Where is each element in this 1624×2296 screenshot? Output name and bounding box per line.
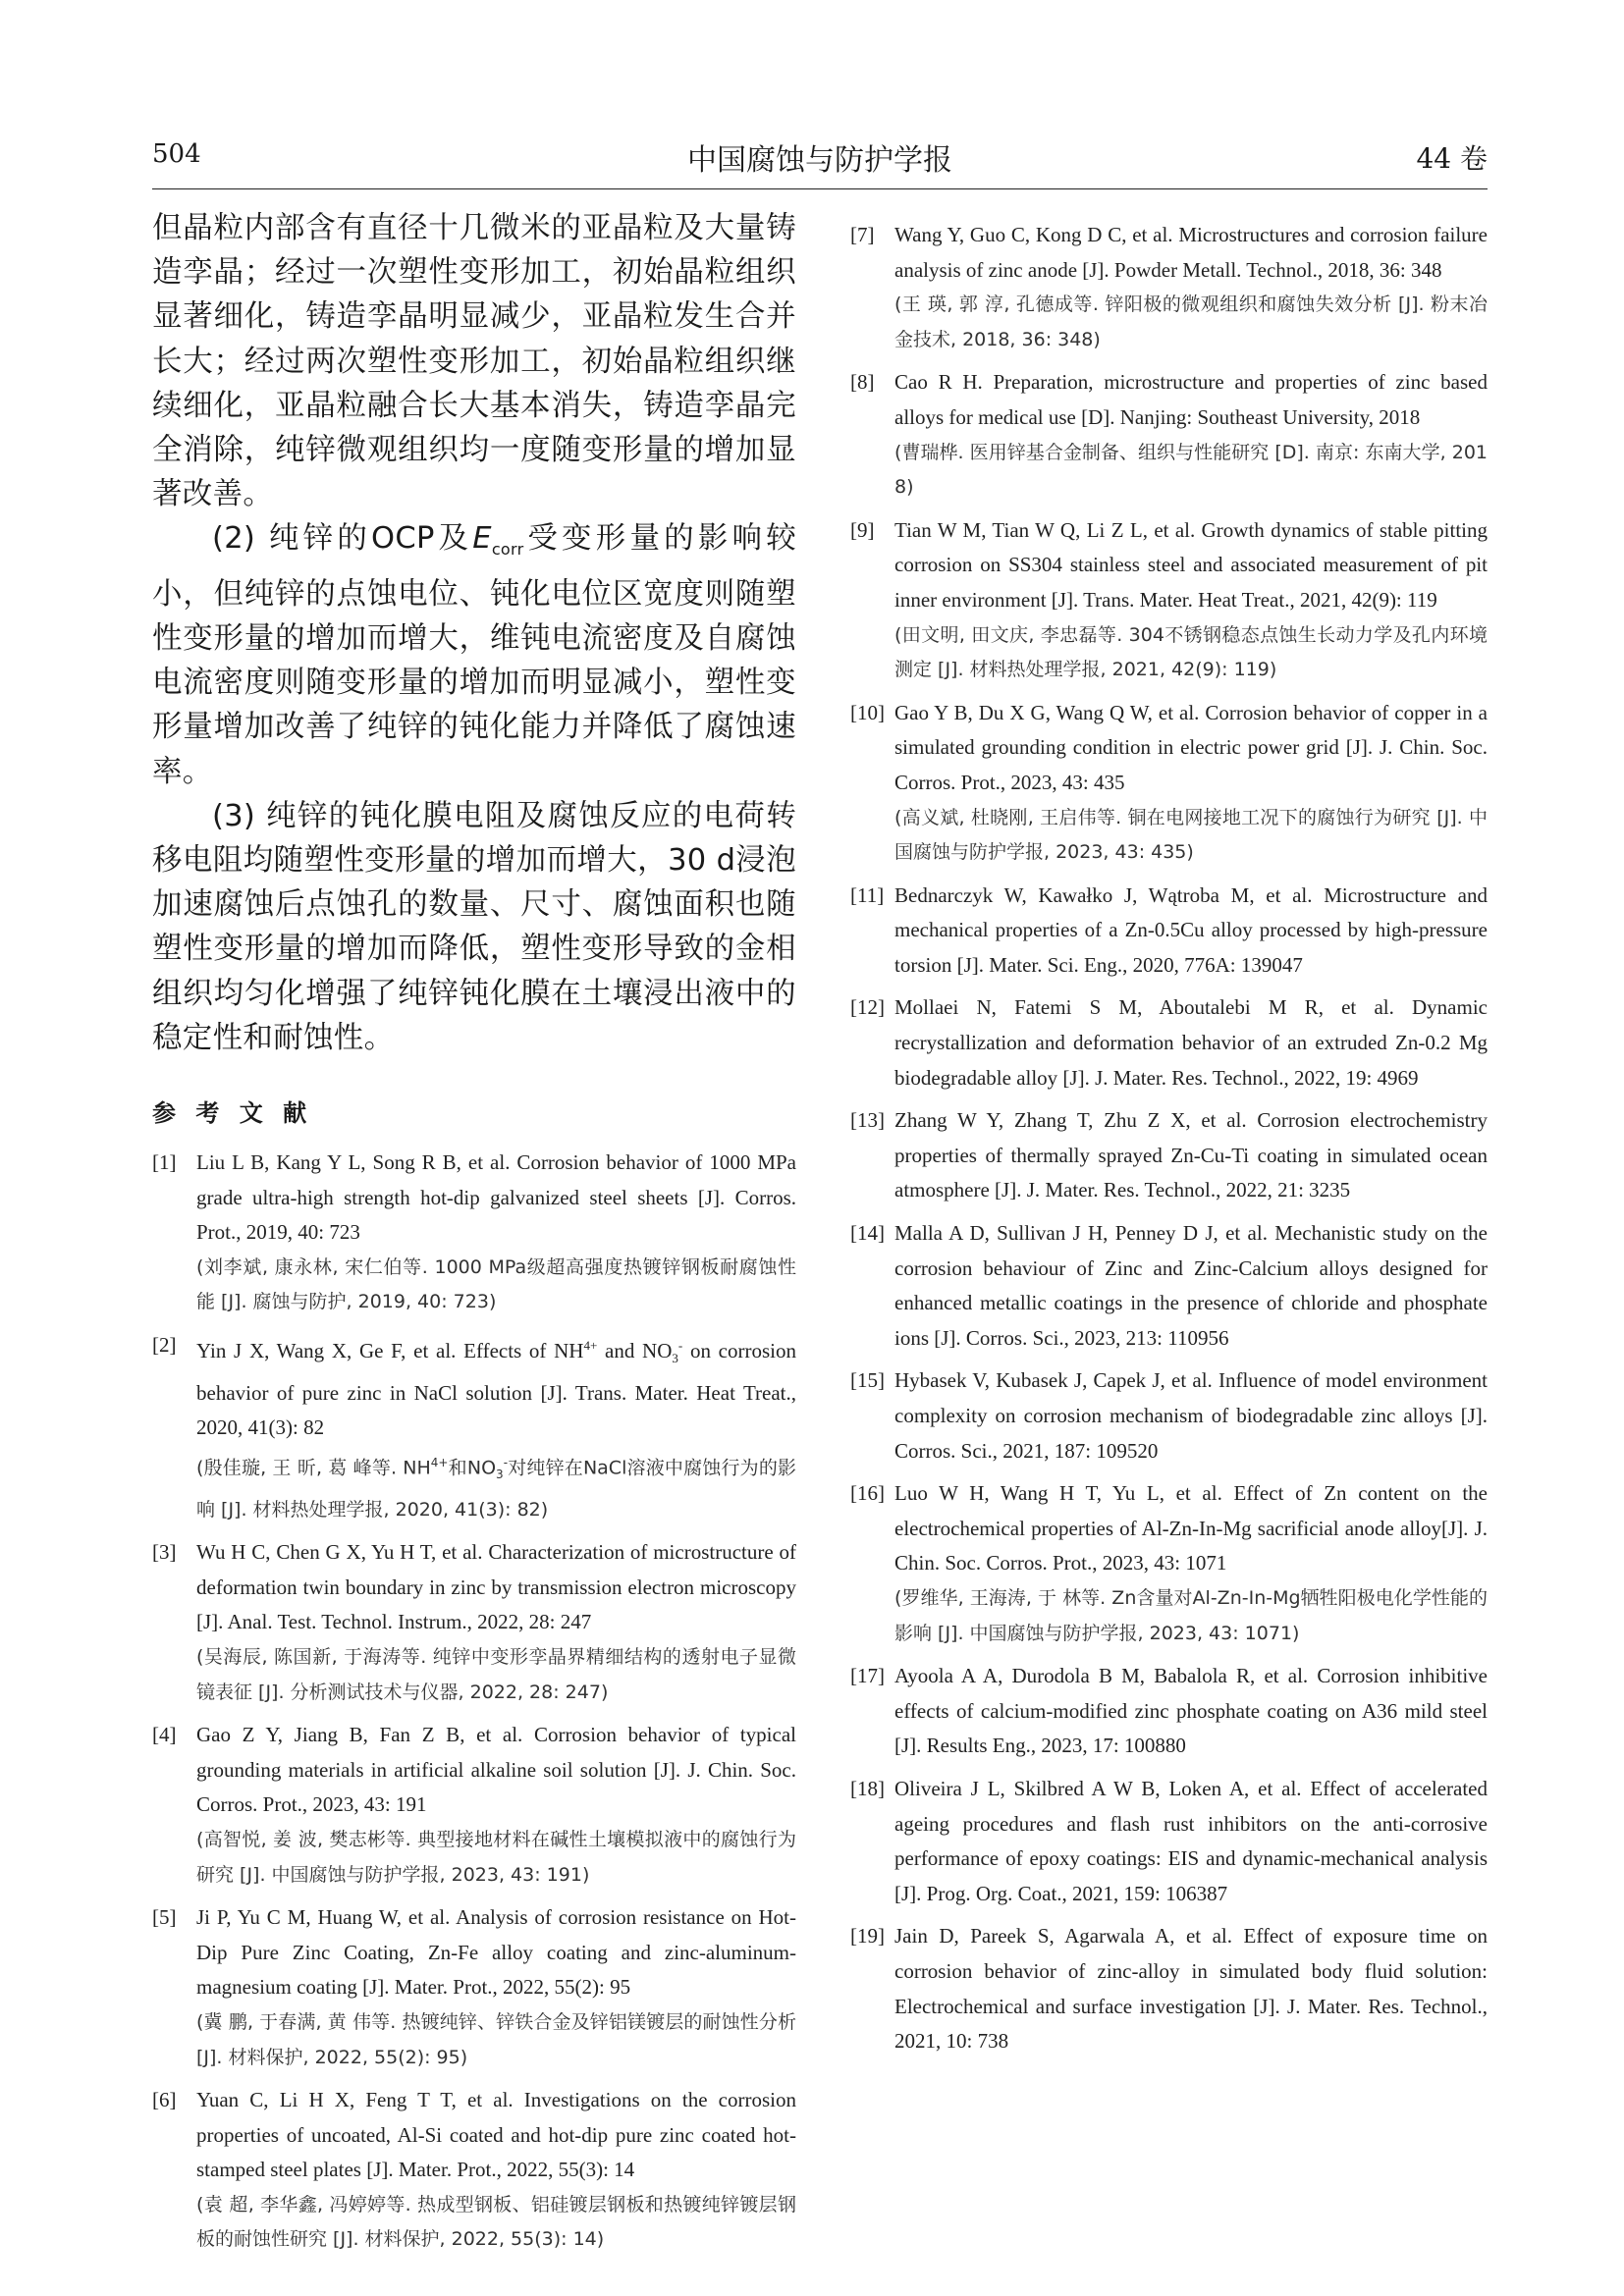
reference-16: [850, 1476, 1488, 1651]
reference-number: [9]: [850, 517, 875, 542]
reference-english: Cao R H. Preparation, microstructure and properties of zinc based alloys for medical use [D]. Nanjing: Southeast University, 2018: [894, 370, 1488, 429]
reference-number: [2]: [152, 1332, 177, 1357]
reference-9: [850, 513, 1488, 688]
e-corr-subscript: corr: [491, 540, 524, 560]
reference-8: [850, 365, 1488, 505]
ref2-cn-subscript: 3: [496, 1468, 504, 1482]
conclusion-paragraph-3: (3) 纯锌的钝化膜电阻及腐蚀反应的电荷转移电阻均随塑性变形量的增加而增大，30 d浸泡加速腐蚀后点蚀孔的数量、尺寸、腐蚀面积也随塑性变形量的增加而降低，塑性变形导致的金相组织均匀化增强了纯锌钝化膜在土壤浸出液中的稳定性和耐蚀性。: [152, 798, 796, 1055]
reference-2: [152, 1328, 796, 1527]
reference-chinese: (袁 超, 李华鑫, 冯婷婷等. 热成型钢板、铝硅镀层钢板和热镀纯锌镀层钢板的耐蚀性研究 [J]. 材料保护, 2022, 55(3): 14): [196, 2193, 796, 2251]
reference-chinese: (王 瑛, 郭 淳, 孔德成等. 锌阳极的微观组织和腐蚀失效分析 [J]. 粉末冶金技术, 2018, 36: 348): [894, 294, 1488, 350]
reference-chinese: (曹瑞桦. 医用锌基合金制备、组织与性能研究 [D]. 南京: 东南大学, 2018): [894, 441, 1488, 499]
volume-label: 44 卷: [1416, 142, 1488, 175]
reference-13: [850, 1103, 1488, 1208]
reference-chinese: (冀 鹏, 于春满, 黄 伟等. 热镀纯锌、锌铁合金及锌铝镁镀层的耐蚀性分析 [J]. 材料保护, 2022, 55(2): 95): [196, 2010, 796, 2068]
reference-chinese: (罗维华, 王海涛, 于 林等. Zn含量对Al-Zn-In-Mg牺牲阳极电化学性能的影响 [J]. 中国腐蚀与防护学报, 2023, 43: 1071): [894, 1586, 1488, 1644]
reference-english: Wang Y, Guo C, Kong D C, et al. Microstructures and corrosion failure analysis of zinc anode [J]. Powder Metall. Technol., 2018, 36: 348: [894, 223, 1488, 282]
reference-19: [850, 1919, 1488, 2058]
reference-number: [3]: [152, 1540, 177, 1565]
reference-number: [10]: [850, 700, 885, 724]
ref2-en-subscript: 3: [672, 1351, 678, 1366]
reference-number: [8]: [850, 370, 875, 395]
reference-english: Liu L B, Kang Y L, Song R B, et al. Corrosion behavior of 1000 MPa grade ultra-high strength hot-dip galvanized steel sheets [J]. Corros. Prot., 2019, 40: 723: [196, 1149, 796, 1245]
reference-english: Gao Z Y, Jiang B, Fan Z B, et al. Corrosion behavior of typical grounding materials in artificial alkaline soil solution [J]. J. Chin. Soc. Corros. Prot., 2023, 43: 191: [196, 1723, 796, 1817]
reference-18: [850, 1772, 1488, 1911]
reference-15: [850, 1363, 1488, 1468]
reference-14: [850, 1216, 1488, 1356]
ref2-cn-superscript: 4+: [430, 1455, 449, 1469]
reference-1: [152, 1146, 796, 1320]
conclusion-paragraph-2: [152, 516, 796, 793]
left-column: [152, 206, 796, 2266]
reference-english: Ji P, Yu C M, Huang W, et al. Analysis of corrosion resistance on Hot-Dip Pure Zinc Coating, Zn-Fe alloy coating and zinc-aluminum-magnesium coating [J]. Mater. Prot., 2022, 55(2): 95: [196, 1905, 796, 2000]
reference-6: [152, 2083, 796, 2258]
reference-3: [152, 1535, 796, 1710]
reference-4: [152, 1718, 796, 1893]
ref2-cn-part-c: 对纯锌在NaCl溶液中腐蚀行为的影响 [J]. 材料热处理学报, 2020, 41(3): 82): [196, 1457, 797, 1521]
reference-17: [850, 1659, 1488, 1764]
reference-11: [850, 879, 1488, 984]
reference-number: [14]: [850, 1221, 885, 1246]
references-heading: 参 考 文 献: [152, 1098, 313, 1127]
reference-chinese: (高义斌, 杜晓刚, 王启伟等. 铜在电网接地工况下的腐蚀行为研究 [J]. 中国腐蚀与防护学报, 2023, 43: 435): [894, 806, 1488, 864]
reference-chinese: (刘李斌, 康永林, 宋仁伯等. 1000 MPa级超高强度热镀锌钢板耐腐蚀性能 [J]. 腐蚀与防护, 2019, 40: 723): [196, 1255, 796, 1313]
reference-english: Hybasek V, Kubasek J, Capek J, et al. Influence of model environment complexity on corrosion mechanism of biodegradable zinc alloys [J]. Corros. Sci., 2021, 187: 109520: [894, 1368, 1488, 1463]
reference-english: Wu H C, Chen G X, Yu H T, et al. Characterization of microstructure of deformation twin boundary in zinc by transmission electron microscopy [J]. Anal. Test. Technol. Instrum., 2022, 28: 247: [196, 1540, 796, 1634]
ref2-cn-part-a: (殷佳璇, 王 昕, 葛 峰等. NH: [196, 1457, 431, 1479]
header-rule: [152, 188, 1488, 189]
reference-list-right: [850, 218, 1488, 2067]
reference-number: [15]: [850, 1368, 885, 1393]
reference-english: Mollaei N, Fatemi S M, Aboutalebi M R, et al. Dynamic recrystallization and deformation behavior of an extruded Zn-0.2 Mg biodegradable alloy [J]. J. Mater. Res. Technol., 2022, 19: 4969: [894, 995, 1488, 1090]
reference-5: [152, 1900, 796, 2075]
reference-english: Tian W M, Tian W Q, Li Z L, et al. Growth dynamics of stable pitting corrosion on SS304 stainless steel and associated measurement of pit inner environment [J]. Trans. Mater. Heat Treat., 2021, 42(9): 119: [894, 517, 1488, 612]
reference-english: Ayoola A A, Durodola B M, Babalola R, et al. Corrosion inhibitive effects of calcium-modified zinc phosphate coating on A36 mild steel [J]. Results Eng., 2023, 17: 100880: [894, 1664, 1488, 1758]
reference-number: [13]: [850, 1108, 885, 1133]
reference-english: Oliveira J L, Skilbred A W B, Loken A, et al. Effect of accelerated ageing procedures and flash rust inhibitors on the anti-corrosive performance of epoxy coatings: EIS and dynamic-mechanical analysis [J]. Prog. Org. Coat., 2021, 159: 106387: [894, 1776, 1488, 1905]
reference-number: [1]: [152, 1149, 177, 1174]
ref2-cn-superscript-2: -: [503, 1455, 509, 1469]
reference-number: [11]: [850, 882, 885, 907]
para2-part-b: 受变形量的影响较小，但纯锌的点蚀电位、钝化电位区宽度则随塑性变形量的增加而增大，维钝电流密度及自腐蚀电流密度则随变形量的增加而明显减小，塑性变形量增加改善了纯锌的钝化能力并降低了腐蚀速率。: [152, 521, 796, 789]
reference-english: Zhang W Y, Zhang T, Zhu Z X, et al. Corrosion electrochemistry properties of thermally sprayed Zn-Cu-Ti coating in simulated ocean atmosphere [J]. J. Mater. Res. Technol., 2022, 21: 3235: [894, 1108, 1488, 1202]
reference-number: [18]: [850, 1776, 885, 1800]
ref2-cn-part-b: 和NO: [448, 1457, 497, 1479]
running-header: [152, 135, 1488, 181]
reference-english: Luo W H, Wang H T, Yu L, et al. Effect of Zn content on the electrochemical properties of Al-Zn-In-Mg sacrificial anode alloy[J]. J. Chin. Soc. Corros. Prot., 2023, 43: 1071: [894, 1481, 1488, 1575]
reference-7: [850, 218, 1488, 357]
reference-number: [12]: [850, 995, 885, 1020]
reference-chinese: [196, 1446, 796, 1527]
e-corr-symbol: E: [472, 521, 492, 557]
reference-english: Yuan C, Li H X, Feng T T, et al. Investigations on the corrosion properties of uncoated, Al-Si coated and hot-dip pure zinc coated hot-stamped steel plates [J]. Mater. Prot., 2022, 55(3): 14: [196, 2088, 796, 2182]
page-number: 504: [152, 139, 201, 169]
reference-chinese: (田文明, 田文庆, 李忠磊等. 304不锈钢稳态点蚀生长动力学及孔内环境测定 [J]. 材料热处理学报, 2021, 42(9): 119): [894, 623, 1488, 681]
reference-chinese: (高智悦, 姜 波, 樊志彬等. 典型接地材料在碱性土壤模拟液中的腐蚀行为研究 [J]. 中国腐蚀与防护学报, 2023, 43: 191): [196, 1828, 796, 1886]
reference-number: [16]: [850, 1481, 885, 1506]
journal-title: 中国腐蚀与防护学报: [687, 143, 952, 178]
reference-number: [7]: [850, 223, 875, 246]
reference-english: Gao Y B, Du X G, Wang Q W, et al. Corrosion behavior of copper in a simulated grounding condition in electric power grid [J]. J. Chin. Soc. Corros. Prot., 2023, 43: 435: [894, 700, 1488, 794]
ref2-en-superscript-2: -: [677, 1337, 683, 1353]
reference-english: [196, 1328, 796, 1446]
reference-number: [6]: [152, 2088, 177, 2112]
ref2-en-part-c: on corrosion behavior of pure zinc in NaCl solution [J]. Trans. Mater. Heat Treat., 2020, 41(3): 82: [196, 1338, 796, 1440]
reference-number: [17]: [850, 1664, 885, 1688]
reference-number: [19]: [850, 1924, 885, 1949]
reference-number: [4]: [152, 1723, 177, 1747]
reference-chinese: (吴海辰, 陈国新, 于海涛等. 纯锌中变形孪晶界精细结构的透射电子显微镜表征 [J]. 分析测试技术与仪器, 2022, 28: 247): [196, 1645, 796, 1703]
reference-english: Bednarczyk W, Kawałko J, Wątroba M, et al. Microstructure and mechanical properties of a Zn-0.5Cu alloy processed by high-pressure torsion [J]. Mater. Sci. Eng., 2020, 776A: 139047: [894, 882, 1488, 977]
reference-12: [850, 990, 1488, 1095]
reference-list-left: [152, 1146, 796, 2258]
reference-10: [850, 696, 1488, 871]
conclusion-paragraph-1: 但晶粒内部含有直径十几微米的亚晶粒及大量铸造孪晶；经过一次塑性变形加工，初始晶粒组织显著细化，铸造孪晶明显减少，亚晶粒发生合并长大；经过两次塑性变形加工，初始晶粒组织继续细化，亚晶粒融合长大基本消失，铸造孪晶完全消除，纯锌微观组织均一度随变形量的增加显著改善。: [152, 211, 796, 512]
reference-number: [5]: [152, 1905, 177, 1930]
ref2-en-superscript: 4+: [583, 1337, 598, 1353]
reference-english: Jain D, Pareek S, Agarwala A, et al. Effect of exposure time on corrosion behavior of zinc-alloy in simulated body fluid solution: Electrochemical and surface investigation [J]. J. Mater. Res. Technol., 2021, 10: 738: [894, 1924, 1488, 2054]
reference-english: Malla A D, Sullivan J H, Penney D J, et al. Mechanistic study on the corrosion behaviour of Zinc and Zinc-Calcium alloys designed for enhanced metallic coatings in the presence of chloride and phosphate ions [J]. Corros. Sci., 2023, 213: 110956: [894, 1221, 1488, 1350]
ref2-en-part-a: Yin J X, Wang X, Ge F, et al. Effects of NH: [196, 1338, 584, 1362]
ref2-en-part-b: and NO: [597, 1338, 673, 1362]
para2-part-a: (2) 纯锌的OCP及: [212, 521, 473, 557]
